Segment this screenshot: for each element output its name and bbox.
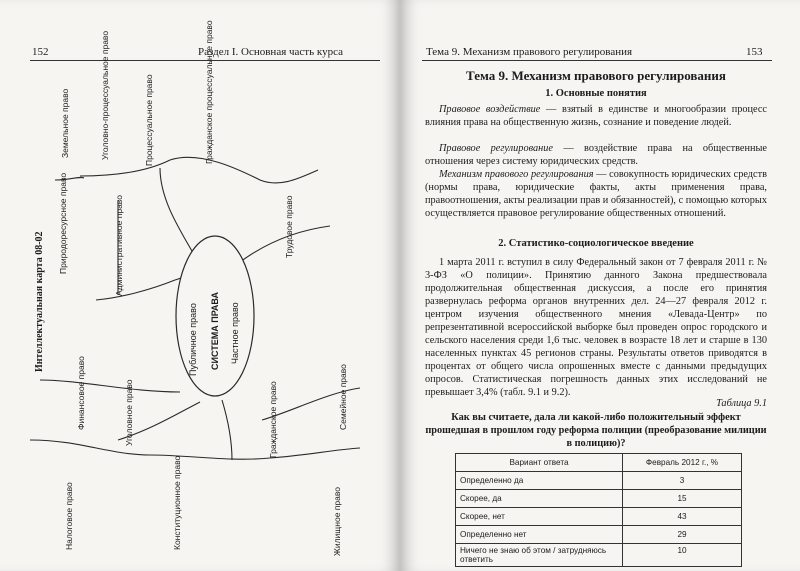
table-row: Ничего не знаю об этом / затрудняюсь ответить 10	[456, 544, 742, 567]
header-rule-right	[422, 60, 772, 61]
table-header-feb-2012: Февраль 2012 г., %	[623, 454, 742, 472]
running-head-left: Раздел I. Основная часть курса	[198, 46, 343, 58]
branch-procedural-law: Процессуальное право	[144, 74, 154, 166]
running-head-right: Тема 9. Механизм правового регулирования	[426, 46, 633, 58]
map-title: Интеллектуальная карта 08-02	[34, 231, 45, 372]
branch-constitutional-law: Конституционное право	[172, 455, 182, 550]
table-row: Определенно да 3	[456, 472, 742, 490]
map-line-up2	[160, 168, 196, 258]
branch-labor-law: Трудовое право	[284, 195, 294, 258]
section2-paragraph: 1 марта 2011 г. вступил в силу Федеральный закон от 7 февраля 2011 г. № 3-ФЗ «О полиции». Принятию данного Закона предшествовала продолжительная общественная дискуссия, а после его принятия развернулась реформа органов внутренних дел. 24—27 февраля 2012 г. центром изучения общественного мнения «Левада-Центр» по репрезентативной всероссийской выборке был проведен опрос городского и сельского населения среди 1,6 тыс. человек в возрасте 18 лет и старше в 130 населенных пунктах 45 регионов страны. Результаты ответов приводятся в процентах от общего числа опрошенных вместе с данными предыдущих опросов. Статистическая погрешность данных этих исследований не превышает 3,4% (табл. 9.1 и 9.2).	[425, 257, 767, 398]
branch-natural-resource-law: Природоресурсное право	[58, 172, 68, 274]
table-row: Скорее, да 15	[456, 490, 742, 508]
branch-housing-law: Жилищное право	[332, 486, 342, 556]
section1-title: 1. Основные понятия	[545, 88, 647, 99]
branch-civil-law: Гражданское право	[268, 381, 278, 458]
center-private-law: Частное право	[230, 302, 240, 364]
branch-tax-law: Налоговое право	[64, 482, 74, 550]
center-public-law: Публичное право	[188, 303, 198, 376]
definition-legal-impact: Правовое воздействие — взятый в единстве и многообразии процесс влияния права на общественную жизнь, сознание и поведение людей.	[425, 104, 767, 128]
page-number-left: 152	[32, 46, 49, 58]
table-caption: Таблица 9.1	[716, 398, 767, 409]
table-title: Как вы считаете, дала ли какой-либо положительный эффект прошедшая в прошлом году реформа полиции (преобразование милиции в полицию)?	[425, 412, 767, 449]
page-number-right: 153	[746, 46, 763, 58]
table-header-row	[456, 454, 742, 472]
table-row: Определенно нет 29	[456, 526, 742, 544]
branch-criminal-law: Уголовное право	[124, 379, 134, 446]
term-legal-impact: Правовое воздействие	[439, 104, 541, 115]
table-header-option: Вариант ответа	[456, 454, 623, 472]
survey-table	[455, 453, 742, 567]
branch-criminal-procedural-law: Уголовно-процессуальное право	[100, 30, 110, 160]
branch-family-law: Семейное право	[338, 364, 348, 430]
definition-regulation-mechanism: Механизм правового регулирования — совокупность юридических средств (нормы права, юридические факты, акты применения права, правоотношения, акты реализации прав и обязанностей), с помощью которых осуществляется правовое регулирование общественных отношений.	[425, 169, 767, 219]
term-regulation-mechanism: Механизм правового регулирования	[439, 169, 594, 180]
branch-land-law: Земельное право	[60, 88, 70, 158]
map-line-bottom	[30, 440, 360, 459]
section2-title: 2. Статистико-социологическое введение	[498, 238, 694, 249]
map-line-top	[80, 157, 318, 183]
term-legal-regulation: Правовое регулирование	[439, 143, 553, 154]
branch-financial-law: Финансовое право	[76, 356, 86, 430]
map-line-low-up	[222, 400, 232, 460]
chapter-title: Тема 9. Механизм правового регулирования	[466, 68, 726, 83]
branch-civil-procedural-law: Гражданское процессуальное право	[204, 20, 214, 164]
branch-administrative-law: Административное право	[114, 195, 124, 296]
map-line-left-mid	[40, 380, 180, 392]
table-row: Скорее, нет 43	[456, 508, 742, 526]
center-system-of-law: СИСТЕМА ПРАВА	[210, 292, 220, 370]
definition-legal-regulation: Правовое регулирование — воздействие права на общественные отношения через систему юридических средств.	[425, 143, 767, 167]
